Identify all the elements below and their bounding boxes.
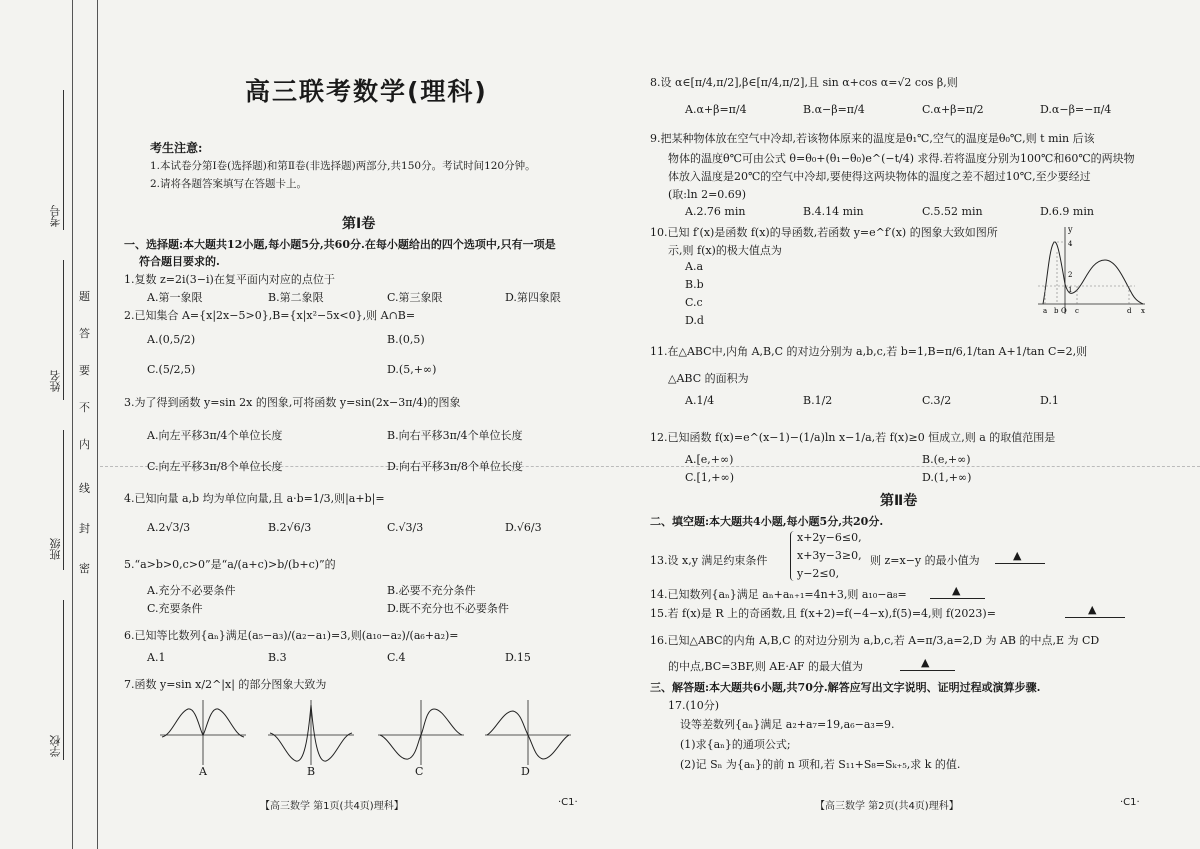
question-stem: 13.设 x,y 满足约束条件 [650, 554, 768, 567]
option: D.1 [1040, 394, 1059, 407]
page-footer: 【高三数学 第2页(共4页)理科】 [815, 801, 959, 812]
constraint: x+3y−3≥0, [797, 549, 862, 562]
seal-char: 封 [79, 522, 90, 535]
blank-marker: ▲ [952, 584, 961, 597]
question-stem: △ABC 的面积为 [668, 372, 749, 385]
question-stem: 体放入温度是20℃的空气中冷却,要使得这两块物体的温度之差不超过10℃,至少要经过 [668, 170, 1091, 183]
question-stem: 10.已知 f′(x)是函数 f(x)的导函数,若函数 y=e^f′(x) 的图象大致如图所 [650, 226, 998, 239]
option: D.第四象限 [505, 291, 561, 304]
question-stem: 14.已知数列{aₙ}满足 aₙ+aₙ₊₁=4n+3,则 a₁₀−a₈= [650, 588, 907, 601]
option: A.充分不必要条件 [147, 584, 236, 597]
option: D.α−β=−π/4 [1040, 103, 1112, 116]
axis-label-y: y [1068, 225, 1073, 234]
binding-strip [0, 0, 100, 849]
graph-b [268, 700, 354, 765]
option: A.第一象限 [147, 291, 203, 304]
option: A.2.76 min [685, 205, 746, 218]
option: B.2√6/3 [268, 521, 312, 534]
notice-heading: 考生注意: [150, 141, 203, 155]
blank-marker: ▲ [1013, 549, 1022, 562]
label-school: 学校 [49, 735, 62, 757]
label-name: 姓名 [49, 370, 62, 392]
option: A.a [685, 260, 703, 273]
question-stem: (1)求{aₙ}的通项公式; [680, 738, 791, 751]
seal-char: 要 [79, 364, 90, 377]
fill-line [63, 430, 64, 570]
question-stem: (取:ln 2=0.69) [668, 188, 747, 201]
option: C.4 [387, 651, 406, 664]
brace [790, 531, 795, 581]
question-stem: (2)记 Sₙ 为{aₙ}的前 n 项和,若 S₁₁+S₈=Sₖ₊₅,求 k 的值. [680, 758, 961, 771]
graph-label: A [199, 765, 207, 778]
tick-label: 1 [1068, 286, 1073, 294]
part-two-heading: 第Ⅱ卷 [880, 493, 918, 509]
tick-label: d [1127, 307, 1132, 315]
question-stem: 11.在△ABC中,内角 A,B,C 的对边分别为 a,b,c,若 b=1,B=π/6,1/tan A+1/tan C=2,则 [650, 345, 1088, 358]
option: D.既不充分也不必要条件 [387, 602, 509, 615]
option: D.15 [505, 651, 531, 664]
constraint: y−2≤0, [797, 567, 840, 580]
option: A.α+β=π/4 [685, 103, 747, 116]
question-stem: 的中点,BC=3BF,则 AE·AF 的最大值为 [668, 660, 863, 673]
fill-line [63, 90, 64, 230]
fill-line [63, 600, 64, 760]
binding-line [97, 0, 98, 849]
option: C.[1,+∞) [685, 471, 734, 484]
blank-marker: ▲ [921, 656, 930, 669]
question-stem: 示,则 f(x)的极大值点为 [668, 244, 782, 257]
tick-label: b [1054, 307, 1059, 315]
question-stem: 设等差数列{aₙ}满足 a₂+a₇=19,a₆−a₃=9. [680, 718, 895, 731]
option: A.[e,+∞) [685, 453, 734, 466]
tick-label: 2 [1068, 271, 1073, 279]
answer-blank [930, 598, 985, 599]
option: A.1 [147, 651, 166, 664]
constraint: x+2y−6≤0, [797, 531, 862, 544]
question-stem: 1.复数 z=2i(3−i)在复平面内对应的点位于 [124, 273, 335, 286]
question-stem: 16.已知△ABC的内角 A,B,C 的对边分别为 a,b,c,若 A=π/3,a=2,D 为 AB 的中点,E 为 CD [650, 634, 1100, 647]
option: C.充要条件 [147, 602, 203, 615]
seal-char: 不 [79, 401, 90, 414]
option: B.b [685, 278, 704, 291]
section-heading: 二、填空题:本大题共4小题,每小题5分,共20分. [650, 515, 884, 528]
option: B.第二象限 [268, 291, 324, 304]
question-stem: 8.设 α∈[π/4,π/2],β∈[π/4,π/2],且 sin α+cos α=√2 cos β,则 [650, 76, 958, 89]
question-stem: 6.已知等比数列{aₙ}满足(a₅−a₃)/(a₂−a₁)=3,则(a₁₀−a₂)/(a₆+a₂)= [124, 629, 459, 642]
question-stem: 物体的温度θ℃可由公式 θ=θ₀+(θ₁−θ₀)e^(−t/4) 求得.若将温度分别为100℃和60℃的两块物 [668, 152, 1135, 165]
option: B.(e,+∞) [922, 453, 971, 466]
seal-char: 线 [79, 482, 90, 495]
answer-blank [995, 563, 1045, 564]
option: B.4.14 min [803, 205, 864, 218]
origin-label: O [1061, 307, 1067, 315]
answer-blank [900, 670, 955, 671]
blank-marker: ▲ [1088, 603, 1097, 616]
notice-item: 2.请将各题答案填写在答题卡上。 [150, 178, 308, 190]
axis-label-x: x [1141, 307, 1145, 315]
question-stem: 5.“a>b>0,c>0”是“a/(a+c)>b/(b+c)”的 [124, 558, 336, 571]
question-stem: 17.(10分) [668, 699, 720, 712]
option: A.(0,5/2) [147, 333, 196, 346]
question-stem: 9.把某种物体放在空气中冷却,若该物体原来的温度是θ₁℃,空气的温度是θ₀℃,则 t min 后该 [650, 132, 1095, 145]
fill-line [63, 260, 64, 400]
graph-d [485, 700, 571, 765]
option: B.必要不充分条件 [387, 584, 476, 597]
notice-item: 1.本试卷分第Ⅰ卷(选择题)和第Ⅱ卷(非选择题)两部分,共150分。考试时间120分钟。 [150, 160, 536, 172]
option: B.1/2 [803, 394, 833, 407]
option: C.5.52 min [922, 205, 983, 218]
page-code: ·C1· [558, 797, 578, 808]
graph-label: D [521, 765, 530, 778]
option: D.6.9 min [1040, 205, 1094, 218]
option: B.α−β=π/4 [803, 103, 865, 116]
seal-char: 答 [79, 327, 90, 340]
option: A.2√3/3 [147, 521, 191, 534]
q7-graph-options [150, 695, 600, 780]
option: C.√3/3 [387, 521, 424, 534]
graph-label: C [415, 765, 424, 778]
graph-a [160, 700, 246, 765]
question-stem: 7.函数 y=sin x/2^|x| 的部分图象大致为 [124, 678, 327, 691]
option: B.(0,5) [387, 333, 425, 346]
page-title: 高三联考数学(理科) [245, 77, 488, 106]
option: D.向右平移3π/8个单位长度 [387, 460, 523, 473]
graph-label: B [307, 765, 316, 778]
option: D.(1,+∞) [922, 471, 972, 484]
option: A.1/4 [685, 394, 715, 407]
question-stem: 则 z=x−y 的最小值为 [870, 554, 980, 567]
binding-line [72, 0, 73, 849]
section-heading: 三、解答题:本大题共6小题,共70分.解答应写出文字说明、证明过程或演算步骤. [650, 681, 1041, 694]
question-stem: 12.已知函数 f(x)=e^(x−1)−(1/a)ln x−1/a,若 f(x)≥0 恒成立,则 a 的取值范围是 [650, 431, 1056, 444]
question-stem: 3.为了得到函数 y=sin 2x 的图象,可将函数 y=sin(2x−3π/4)的图象 [124, 396, 461, 409]
seal-char: 题 [79, 290, 90, 303]
tick-label: c [1075, 307, 1079, 315]
graph-c [378, 700, 464, 765]
tick-label: a [1043, 307, 1048, 315]
option: C.第三象限 [387, 291, 443, 304]
page-code: ·C1· [1120, 797, 1140, 808]
page-footer: 【高三数学 第1页(共4页)理科】 [260, 801, 404, 812]
q10-graph [1035, 222, 1150, 322]
section-heading: 一、选择题:本大题共12小题,每小题5分,共60分.在每小题给出的四个选项中,只有一项是 [124, 238, 556, 251]
option: C.(5/2,5) [147, 363, 196, 376]
question-stem: 2.已知集合 A={x|2x−5>0},B={x|x²−5x<0},则 A∩B= [124, 309, 416, 322]
label-exam-number: 考号 [49, 205, 62, 227]
section-heading: 符合题目要求的. [139, 255, 220, 268]
option: C.向左平移3π/8个单位长度 [147, 460, 283, 473]
part-one-heading: 第Ⅰ卷 [342, 216, 376, 232]
option: A.向左平移3π/4个单位长度 [147, 429, 283, 442]
tick-label: 4 [1068, 240, 1073, 248]
question-stem: 15.若 f(x)是 R 上的奇函数,且 f(x+2)=f(−4−x),f(5)=4,则 f(2023)= [650, 607, 996, 620]
seal-char: 密 [79, 562, 90, 575]
answer-blank [1065, 617, 1125, 618]
option: C.c [685, 296, 703, 309]
option: C.α+β=π/2 [922, 103, 984, 116]
question-stem: 4.已知向量 a,b 均为单位向量,且 a·b=1/3,则|a+b|= [124, 492, 385, 505]
label-class: 班级 [49, 538, 62, 560]
option: B.向右平移3π/4个单位长度 [387, 429, 523, 442]
option: B.3 [268, 651, 287, 664]
seal-char: 内 [79, 438, 90, 451]
option: C.3/2 [922, 394, 952, 407]
option: D.d [685, 314, 704, 327]
option: D.√6/3 [505, 521, 542, 534]
option: D.(5,+∞) [387, 363, 437, 376]
